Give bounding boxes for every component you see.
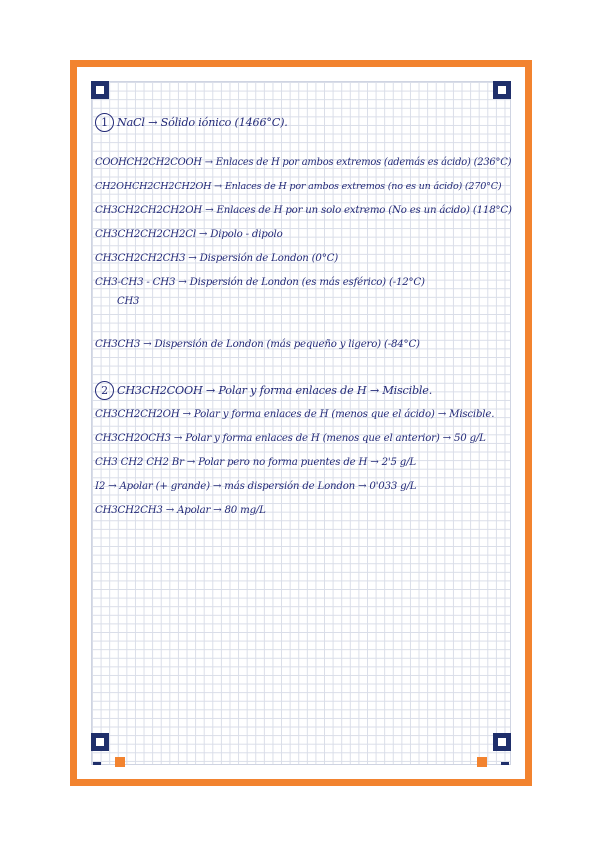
branch-group: CH3 [117, 296, 140, 307]
section-number: 2 [95, 381, 114, 400]
note-line: CH3CH2CH3 → Apolar → 80 mg/L [95, 505, 266, 516]
note-line: CH3CH2CH2CH2Cl → Dipolo - dipolo [95, 229, 283, 240]
note-line: COOHCH2CH2COOH → Enlaces de H por ambos extremos (además es ácido) (236°C) [95, 157, 512, 168]
note-line: CH3CH2CH2OH → Polar y forma enlaces de H (menos que el ácido) → Miscible. [95, 409, 495, 420]
notebook-page [70, 60, 532, 786]
corner-mark-icon [91, 733, 109, 751]
note-line: I2 → Apolar (+ grande) → más dispersión de London → 0'033 g/L [95, 481, 417, 492]
note-line: CH3-CH3 - CH3 → Dispersión de London (es más esférico) (-12°C) [95, 277, 425, 288]
orange-square-icon [477, 757, 487, 767]
section1-header [95, 111, 513, 135]
corner-mark-icon [493, 733, 511, 751]
corner-mark-icon [493, 81, 511, 99]
section-header-text: CH3CH2COOH → Polar y forma enlaces de H → Miscible. [117, 384, 433, 397]
note-line: CH3CH2CH2CH2OH → Enlaces de H por un solo extremo (No es un ácido) (118°C) [95, 205, 512, 216]
corner-mark-icon [91, 81, 109, 99]
orange-square-icon [115, 757, 125, 767]
section-number: 1 [95, 113, 114, 132]
section2-header [95, 379, 513, 403]
note-line: CH3CH3 → Dispersión de London (más pequeño y ligero) (-84°C) [95, 339, 420, 350]
note-line: CH2OHCH2CH2CH2OH → Enlaces de H por ambos extremos (no es un ácido) (270°C) [95, 181, 502, 192]
note-line: CH3CH2OCH3 → Polar y forma enlaces de H (menos que el anterior) → 50 g/L [95, 433, 486, 444]
section-header-text: NaCl → Sólido iónico (1466°C). [117, 116, 288, 129]
note-line: CH3CH2CH2CH3 → Dispersión de London (0°C) [95, 253, 338, 264]
dash-mark-icon [93, 762, 101, 765]
note-line: CH3 CH2 CH2 Br → Polar pero no forma puentes de H → 2'5 g/L [95, 457, 416, 468]
handwritten-notes [95, 111, 513, 523]
dash-mark-icon [501, 762, 509, 765]
